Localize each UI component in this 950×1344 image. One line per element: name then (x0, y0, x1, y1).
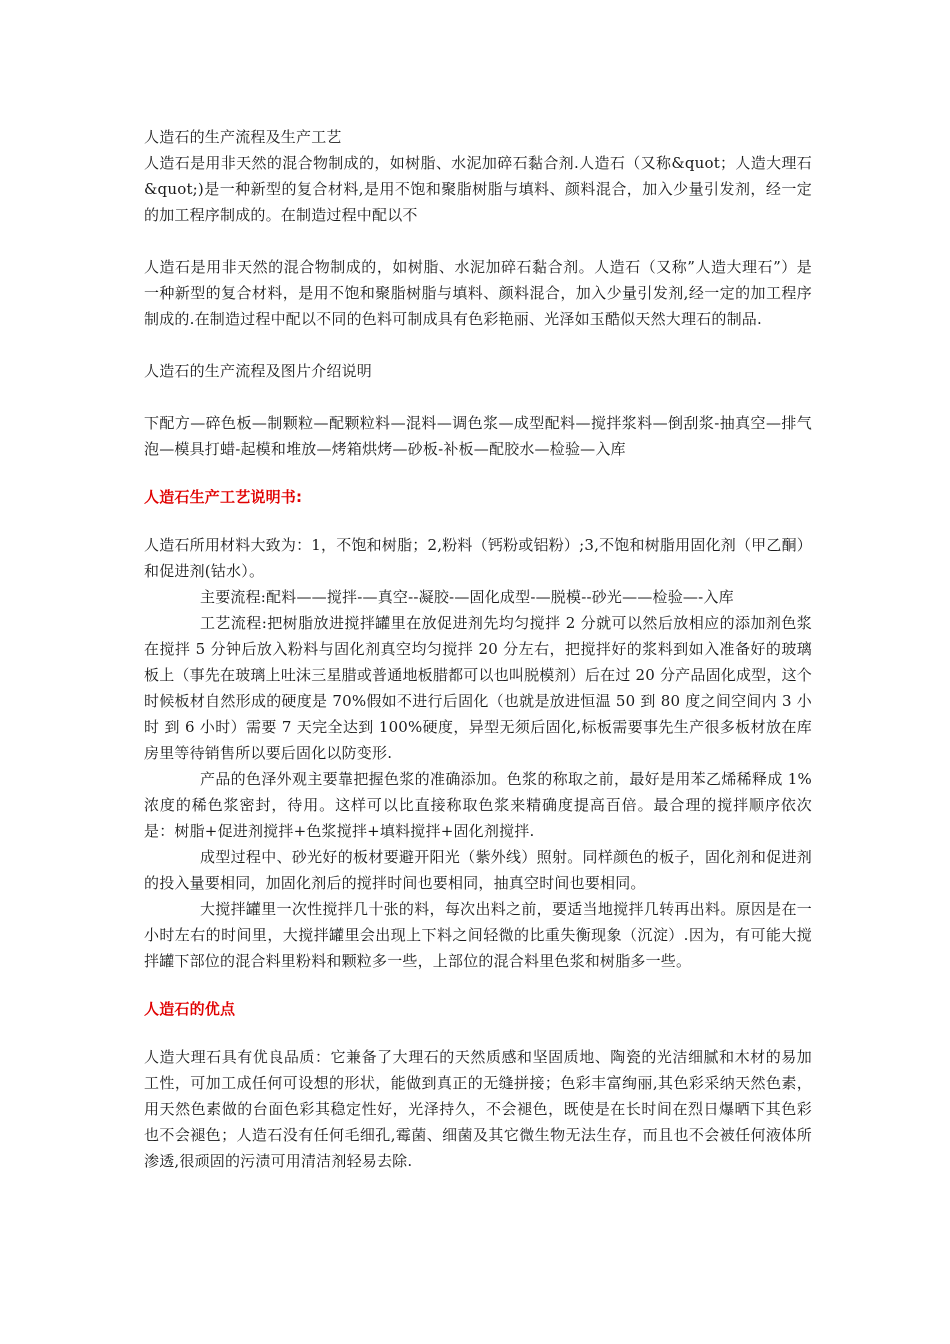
advantages-paragraph: 人造大理石具有优良品质：它兼备了大理石的天然质感和坚固质地、陶瓷的光洁细腻和木材的易加工性，可加工成任何可设想的形状，能做到真正的无缝拼接；色彩丰富绚丽,其色彩采纳天然色素，用天然色素做的台面色彩其稳定性好，光泽持久，不会褪色，既使是在长时间在烈日爆晒下其色彩也不会褪色；人造石没有任何毛细孔,霉菌、细菌及其它微生物无法生存，而且也不会被任何液体所渗透,很顽固的污渍可用清洁剂轻易去除. (144, 1048, 812, 1170)
flow-title: 人造石的生产流程及图片介绍说明 (144, 362, 373, 380)
mixing-paragraph: 大搅拌罐里一次性搅拌几十张的料，每次出料之前，要适当地搅拌几转再出料。原因是在一小时左右的时间里，大搅拌罐里会出现上下料之间轻微的比重失衡现象（沉淀）.因为，有可能大搅拌罐下部位的混合料里粉料和颗粒多一些，上部位的混合料里色浆和树脂多一些。 (144, 900, 812, 970)
section-heading-process: 人造石生产工艺说明书: (144, 488, 303, 506)
color-paragraph: 产品的色泽外观主要靠把握色浆的准确添加。色浆的称取之前，最好是用苯乙烯稀释成 1%浓度的稀色浆密封，待用。这样可以比直接称取色浆来精确度提高百倍。最合理的搅拌顺序依次是：树脂+促进剂搅拌+色浆搅拌+填料搅拌+固化剂搅拌. (144, 770, 812, 840)
forming-paragraph: 成型过程中、砂光好的板材要避开阳光（紫外线）照射。同样颜色的板子，固化剂和促进剂的投入量要相同，加固化剂后的搅拌时间也要相同，抽真空时间也要相同。 (144, 848, 812, 892)
main-flow-paragraph: 主要流程:配料——搅拌-—真空--凝胶-—固化成型-—脱模--砂光——检验—-入库 (200, 588, 734, 606)
intro-paragraph-1: 人造石是用非天然的混合物制成的，如树脂、水泥加碎石黏合剂.人造石（又称&quot；人造大理石&quot;)是一种新型的复合材料,是用不饱和聚脂树脂与填料、颜料混合，加入少量引发剂，经一定的加工程序制成的。在制造过程中配以不 (144, 154, 812, 224)
materials-paragraph: 人造石所用材料大致为：1，不饱和树脂；2,粉料（钙粉或铝粉）;3,不饱和树脂用固化剂（甲乙酮）和促进剂(钴水）。 (144, 536, 812, 580)
document-page (144, 124, 812, 1174)
process-paragraph: 工艺流程:把树脂放进搅拌罐里在放促进剂先均匀搅拌 2 分就可以然后放相应的添加剂色浆在搅拌 5 分钟后放入粉料与固化剂真空均匀搅拌 20 分左右，把搅拌好的浆料到如入准备好的玻璃板上（事先在玻璃上吐沫三星腊或普通地板腊都可以也叫脱模剂）后在过 20 分产品固化成型，这个时候板材自然形成的硬度是 70%假如不进行后固化（也就是放进恒温 50 到 80 度之间空间内 3 小时 到 6 小时）需要 7 天完全达到 100%硬度，异型无须后固化,标板需要事先生产很多板材放在库房里等待销售所以要后固化以防变形. (144, 614, 812, 762)
doc-title: 人造石的生产流程及生产工艺 (144, 128, 342, 146)
intro-paragraph-2: 人造石是用非天然的混合物制成的，如树脂、水泥加碎石黏合剂。人造石（又称”人造大理石”）是一种新型的复合材料，是用不饱和聚脂树脂与填料、颜料混合，加入少量引发剂,经一定的加工程序制成的.在制造过程中配以不同的色料可制成具有色彩艳丽、光泽如玉酷似天然大理石的制品. (144, 258, 812, 328)
flow-steps: 下配方—碎色板—制颗粒—配颗粒料—混料—调色浆—成型配料—搅拌浆料—倒刮浆-抽真空—排气泡—模具打蜡-起模和堆放—烤箱烘烤—砂板-补板—配胶水—检验—入库 (144, 414, 812, 458)
section-heading-advantages: 人造石的优点 (144, 1000, 236, 1018)
